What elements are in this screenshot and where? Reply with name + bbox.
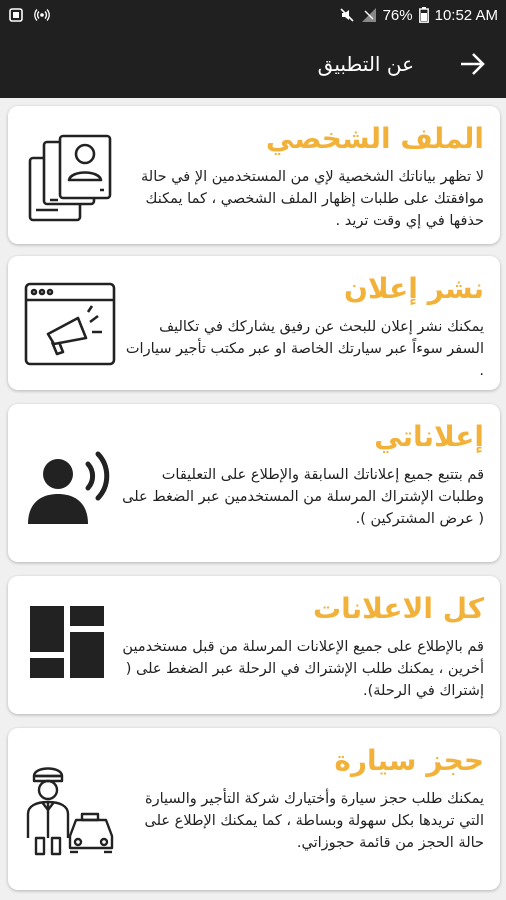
feature-text — [120, 742, 484, 854]
feature-title: إعلاناتي — [374, 420, 484, 453]
page-title: عن التطبيق — [317, 52, 414, 76]
status-left — [8, 0, 50, 30]
feature-title: كل الاعلانات — [312, 592, 484, 625]
back-arrow-icon[interactable] — [456, 48, 488, 80]
profile-document-icon — [22, 128, 118, 224]
feature-card-my-ads[interactable] — [8, 404, 500, 562]
megaphone-browser-icon — [22, 278, 118, 374]
battery-icon — [419, 7, 429, 23]
feature-title: نشر إعلان — [343, 272, 484, 305]
clock: 10:52 AM — [434, 6, 498, 24]
feature-description: يمكنك طلب حجز سيارة وأختيارك شركة التأجير والسيارة التي تريدها بكل سهولة وبساطة ، كما يمكنك الإطلاع على حالة الحجز من قائمة حجوزاتي. — [144, 791, 484, 851]
feature-text — [120, 270, 484, 382]
status-bar — [0, 0, 506, 30]
feature-card-profile[interactable] — [8, 106, 500, 244]
battery-percent: 76% — [382, 6, 413, 24]
feature-text — [120, 418, 484, 530]
feature-description: قم بتتبع جميع إعلاناتك السابقة والإطلاع على التعليقات وطلبات الإشتراك المرسلة من المستخدمين عبر الضغط على ( عرض المشتركين ). — [122, 467, 484, 527]
feature-description: يمكنك نشر إعلان للبحث عن رفيق يشاركك في تكاليف السفر سوءاً عبر سيارتك الخاصة او عبر مكتب تأجير سيارات . — [125, 319, 484, 379]
wireless-signal-icon — [34, 7, 50, 23]
status-right — [339, 0, 498, 30]
feature-title: حجز سيارة — [334, 744, 484, 777]
feature-text — [120, 120, 484, 232]
feature-card-all-ads[interactable] — [8, 576, 500, 714]
driver-taxi-icon — [22, 758, 122, 858]
feature-title: الملف الشخصي — [265, 122, 484, 155]
person-speaking-icon — [22, 436, 118, 532]
feature-description: قم بالإطلاع على جميع الإعلانات المرسلة من قبل مستخدمين أخرين ، يمكنك طلب الإشتراك في الرحلة عبر الضغط على ( إشتراك في الرحلة). — [122, 639, 484, 699]
app-bar — [0, 30, 506, 98]
feature-card-book-car[interactable] — [8, 728, 500, 890]
feature-text — [120, 590, 484, 702]
grid-layout-icon — [22, 598, 118, 694]
feature-description: لا تظهر بياناتك الشخصية لإي من المستخدمين الإ في حالة موافقتك على طلبات إظهار الملف الشخصي ، كما يمكنك حذفها في إي وقت تريد . — [141, 169, 484, 229]
feature-card-post-ad[interactable] — [8, 256, 500, 390]
cellular-signal-icon — [361, 7, 377, 23]
mute-icon — [339, 7, 355, 23]
notification-icon — [8, 7, 24, 23]
